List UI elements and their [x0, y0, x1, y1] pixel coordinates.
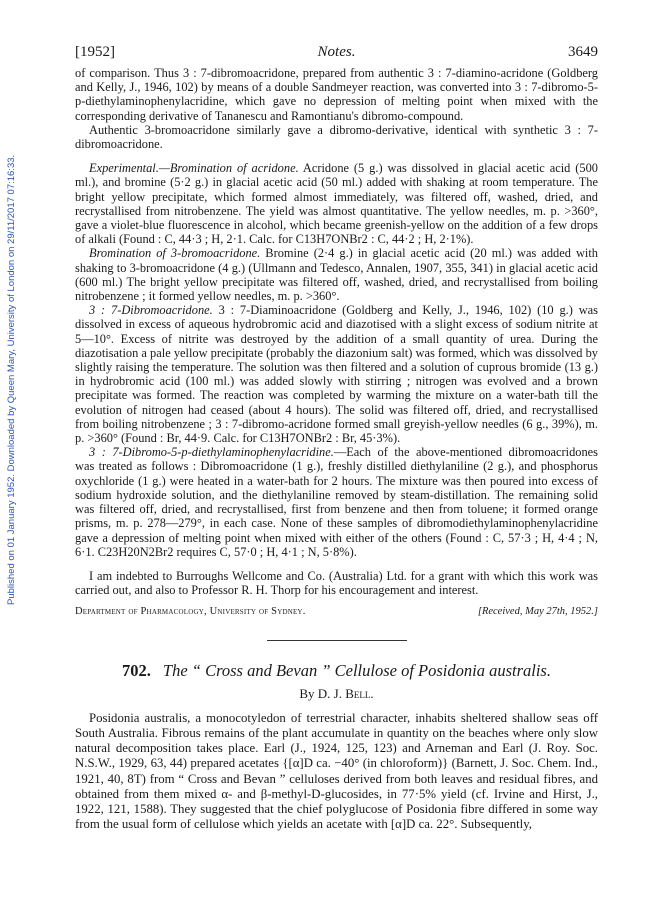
section-divider [267, 640, 407, 641]
header-year: [1952] [75, 44, 115, 60]
experimental-text-1: Acridone (5 g.) was dissolved in glacial acetic acid (500 ml.), and bromine (5·2 g.) in glacial acetic acid (50 ml.) added with shaking at room temperature. The bright yellow precipitate, which formed almost immediately, was filtered off, washed, dried, and recrystallised from nitrobenzene. The yield was almost quantitative. The yellow needles, m. p. >360°, gave a violet-blue fluorescence in alcohol, which became greenish-yellow on the addition of a few drops of alkali (Found : C, 44·3 ; H, 2·1. Calc. for C13H7ONBr2 : C, 44·2 ; H, 2·1%). [75, 161, 598, 247]
page-header [75, 44, 598, 64]
article-title [75, 661, 598, 681]
bromination-heading: Bromination of 3-bromoacridone. [89, 246, 261, 261]
experimental-text-3: 3 : 7-Diaminoacridone (Goldberg and Kelly, J., 1946, 102) (10 g.) was dissolved in excess of aqueous hydrobromic acid and diazotised with a slight excess of sodium nitrite at 5—10°. Excess of nitrite was destroyed by the addition of a small quantity of urea. During the diazotisation a pale yellow precipitate (probably the diazonium salt) was formed, which was dissolved by slightly raising the temperature. The solution was then filtered and a solution of cuprous bromide (13 g.) in hydrobromic acid (100 ml.) was added slowly with stirring ; nitrogen was evolved and a brown precipitate was formed. The reaction was completed by warming the mixture on a water-bath till the evolution of nitrogen had ceased (about 4 hours). The solid was filtered off, dried, and recrystallised from boiling nitrobenzene ; 3 : 7-dibromo-acridone formed small greyish-yellow needles (6 g., 39%), m. p. >360° (Found : Br, 44·9. Calc. for C13H7ONBr2 : Br, 45·3%). [75, 303, 598, 446]
experimental-paragraph-1 [75, 161, 598, 246]
intro-paragraph-1: of comparison. Thus 3 : 7-dibromoacridone, prepared from authentic 3 : 7-diamino-acridone (Goldberg and Kelly, J., 1946, 102) by means of a double Sandmeyer reaction, was converted into 3 : 7-dibromo-5-p-diethylaminophenylacridine, which gave no depression of melting point when mixed with the corresponding derivative of Tananescu and Ramontianu's dibromo-compound. [75, 66, 598, 123]
acknowledgement: I am indebted to Burroughs Wellcome and Co. (Australia) Ltd. for a grant with which this work was carried out, and also to Professor R. H. Thorp for his encouragement and interest. [75, 568, 598, 598]
experimental-paragraph-2 [75, 246, 598, 303]
article-title-text: The “ Cross and Bevan ” Cellulose of Posidonia australis. [162, 660, 551, 680]
download-watermark: Published on 01 January 1952. Downloaded by Queen Mary, University of London on 29/11/2017 07:16:33. [6, 154, 17, 606]
header-page-number: 3649 [568, 44, 598, 60]
page-content [75, 66, 598, 832]
received-date: [Received, May 27th, 1952.] [477, 606, 598, 618]
department: Department of Pharmacology, University of Sydney. [75, 606, 306, 618]
intro-paragraph-2: Authentic 3-bromoacridone similarly gave a dibromo-derivative, identical with synthetic 3 : 7-dibromoacridone. [75, 122, 598, 152]
affiliation-line [75, 605, 598, 619]
experimental-paragraph-4 [75, 445, 598, 559]
article-author [75, 687, 598, 701]
acridine-heading: 3 : 7-Dibromo-5-p-diethylaminophenylacridine. [89, 445, 334, 460]
author-name: D. J. Bell. [317, 685, 374, 701]
experimental-text-4: —Each of the above-mentioned dibromoacridones was treated as follows : Dibromoacridone (1 g.), freshly distilled diethylaniline (2 g.), and phosphorus oxychloride (1 g.) were heated in a water-bath for 2 hours. The mixture was then poured into excess of sodium hydroxide solution, and the diethylaniline removed by steam-distillation. The remaining solid was filtered off, dried, and recrystallised, first from benzene and then from toluene; it formed orange prisms, m. p. 278—279°, in each case. None of these samples of dibromodiethylaminophenylacridine gave a depression of melting point when mixed with either of the others (Found : C, 57·3 ; H, 4·4 ; N, 6·1. C23H20N2Br2 requires C, 57·0 ; H, 4·1 ; N, 5·8%). [75, 445, 598, 559]
header-title: Notes. [317, 44, 356, 60]
experimental-paragraph-3 [75, 303, 598, 445]
experimental-heading: Experimental.—Bromination of acridone. [89, 161, 299, 176]
experimental-text-2: Bromine (2·4 g.) in glacial acetic acid (20 ml.) was added with shaking to 3-bromoacridone (4 g.) (Ullmann and Tedesco, Annalen, 1907, 355, 341) in glacial acetic acid (600 ml.) The bright yellow precipitate was filtered off, washed, dried, and recrystallised from boiling nitrobenzene ; it formed yellow needles, m. p. >360°. [75, 246, 598, 304]
article-body: Posidonia australis, a monocotyledon of terrestrial character, inhabits sheltered shallow seas off South Australia. Fibrous remains of the plant accumulate in quantity on the beaches where only slow natural decomposition takes place. Earl (J., 1924, 125, 123) and Arneman and Earl (J. Roy. Soc. N.S.W., 1929, 63, 44) prepared acetates {[α]D ca. −40° (in chloroform)} (Barnett, J. Soc. Chem. Ind., 1921, 40, 8T) from “ Cross and Bevan ” celluloses derived from both leaves and residual fibres, and obtained from them mixed α- and β-methyl-D-glucosides, in 77·5% yield (cf. Irvine and Hirst, J., 1922, 121, 1588). They suggested that the chief polyglucose of Posidonia fibre differed in some way from the usual form of cellulose which yields an acetate with [α]D ca. 22°. Subsequently, [75, 710, 598, 832]
author-prefix: By [299, 685, 315, 701]
dibromoacridone-heading: 3 : 7-Dibromoacridone. [89, 303, 213, 318]
article-number: 702. [122, 660, 151, 680]
